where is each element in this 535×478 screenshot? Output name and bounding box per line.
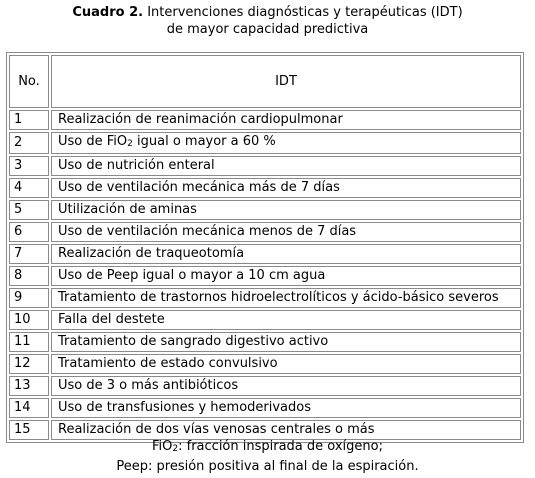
- footnote-line-1-subscript: 2: [172, 444, 179, 454]
- row-text: Tratamiento de trastornos hidroelectrolíticos y ácido-básico severos: [51, 288, 521, 308]
- row-text: Uso de transfusiones y hemoderivados: [51, 398, 521, 418]
- row-text: Uso de nutrición enteral: [51, 156, 521, 176]
- row-text: Uso de ventilación mecánica menos de 7 días: [51, 222, 521, 242]
- row-number: 8: [9, 266, 49, 286]
- row-number: 13: [9, 376, 49, 396]
- row-text: Realización de reanimación cardiopulmonar: [51, 110, 521, 130]
- caption-line-1: [6, 4, 529, 21]
- table-footnote: [0, 438, 535, 475]
- caption-title-line-2: de mayor capacidad predictiva: [166, 22, 369, 37]
- row-number: 9: [9, 288, 49, 308]
- table-row: [9, 288, 521, 308]
- row-text: Realización de dos vías venosas centrales o más: [51, 420, 521, 440]
- column-header-no: No.: [9, 55, 49, 108]
- row-text: [51, 132, 521, 154]
- footnote-line-1-pre: FiO: [152, 439, 173, 454]
- table-row: [9, 376, 521, 396]
- row-number: 12: [9, 354, 49, 374]
- footnote-line-2: Peep: presión positiva al final de la espiración.: [116, 459, 419, 474]
- caption-label: Cuadro 2.: [72, 5, 144, 20]
- row-text: Uso de Peep igual o mayor a 10 cm agua: [51, 266, 521, 286]
- table-row: [9, 200, 521, 220]
- table-header-row: [9, 55, 521, 108]
- row-number: 11: [9, 332, 49, 352]
- row-text: Tratamiento de estado convulsivo: [51, 354, 521, 374]
- footnote-line-1: [0, 438, 535, 458]
- row-text-post: igual o mayor a 60 %: [132, 134, 276, 149]
- row-text: Utilización de aminas: [51, 200, 521, 220]
- idt-table: [6, 52, 524, 443]
- table-row: [9, 178, 521, 198]
- row-text-subscript: 2: [127, 139, 133, 149]
- table-row: [9, 398, 521, 418]
- table-row: [9, 244, 521, 264]
- column-header-idt: IDT: [51, 55, 521, 108]
- table-caption: [0, 4, 535, 38]
- row-text: Tratamiento de sangrado digestivo activo: [51, 332, 521, 352]
- row-text: Uso de 3 o más antibióticos: [51, 376, 521, 396]
- row-text: Realización de traqueotomía: [51, 244, 521, 264]
- table-row: [9, 222, 521, 242]
- row-number: 15: [9, 420, 49, 440]
- row-number: 6: [9, 222, 49, 242]
- row-number: 7: [9, 244, 49, 264]
- row-number: 10: [9, 310, 49, 330]
- table-row: [9, 266, 521, 286]
- row-text: Falla del destete: [51, 310, 521, 330]
- table-row: [9, 156, 521, 176]
- row-text: Uso de ventilación mecánica más de 7 días: [51, 178, 521, 198]
- table-row: [9, 110, 521, 130]
- row-number: 1: [9, 110, 49, 130]
- table-row: [9, 332, 521, 352]
- table-row: [9, 354, 521, 374]
- table-row: [9, 420, 521, 440]
- row-number: 4: [9, 178, 49, 198]
- table-row: [9, 310, 521, 330]
- row-text-pre: Uso de FiO: [58, 134, 128, 149]
- footnote-line-1-post: : fracción inspirada de oxígeno;: [178, 439, 383, 454]
- row-number: 2: [9, 132, 49, 154]
- row-number: 3: [9, 156, 49, 176]
- table-row: [9, 132, 521, 154]
- caption-title-line-1: Intervenciones diagnósticas y terapéuticas (IDT): [143, 5, 463, 20]
- row-number: 5: [9, 200, 49, 220]
- row-number: 14: [9, 398, 49, 418]
